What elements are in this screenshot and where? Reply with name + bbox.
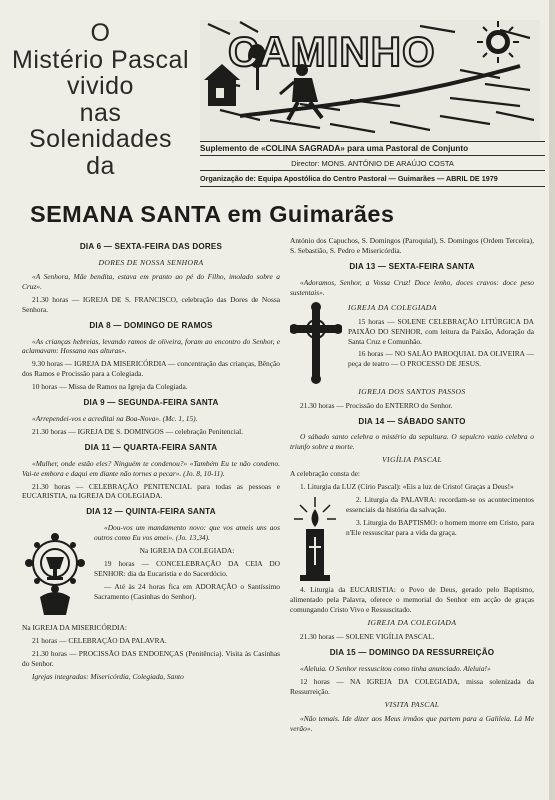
schedule-text: 21.30 horas — Procissão do ENTERRO do Senhor.	[300, 400, 453, 410]
place-label: Na IGREJA DA COLEGIADA:	[139, 546, 235, 556]
supplement-line: Suplemento de «COLINA SAGRADA» para uma Pastoral de Conjunto	[200, 144, 469, 153]
section-heading: DIA 13 — SEXTA-FEIRA SANTA	[349, 261, 475, 271]
schedule-text: Igrejas integradas: Misericórdia, Colegiada, Santo	[32, 671, 184, 681]
masthead	[200, 20, 540, 140]
schedule-text: 15 horas — SOLENE CELEBRAÇÃO LITÚRGICA DA PAIXÃO DO SENHOR, com leitura da Paixão, Adoração da Santa Cruz e Comunhão.	[348, 316, 534, 346]
quote: «As crianças hebreias, levando ramos de oliveira, foram ao encontro do Senhor, e aclamavam: Hossana nas alturas».	[22, 336, 280, 356]
quote: O sábado santo celebra o mistério da sepultura. O sepulcro vazio celebra o triunfo sobre a morte.	[290, 432, 534, 452]
header-title	[8, 20, 193, 179]
friday-block	[290, 301, 534, 385]
schedule-text: 12 horas — NA IGREJA DA COLEGIADA, missa solenizada da Ressurreição.	[290, 676, 534, 696]
chalice-ornament-icon	[22, 523, 88, 623]
schedule-text: 21 horas — CELEBRAÇÃO DA PALAVRA.	[32, 636, 167, 646]
schedule-text: 10 horas — Missa de Ramos na Igreja da Colegiada.	[32, 382, 188, 392]
thursday-block	[22, 523, 280, 623]
left-column	[22, 236, 280, 685]
schedule-text: 21.30 horas — IGREJA DE S. DOMINGOS — celebração Penitencial.	[32, 426, 244, 436]
masthead-name: CAMINHO	[228, 28, 436, 75]
section-heading: DIA 6 — SEXTA-FEIRA DAS DORES	[79, 242, 223, 251]
quote: «A Senhora, Mãe bendita, estava em pranto ao pé do Filho, imolado sobre a Cruz».	[22, 272, 280, 291]
quote: «Arrependei-vos e acreditai na Boa-Nova». (Mc. 1, 15).	[32, 414, 198, 423]
title-line: vivido	[67, 72, 134, 100]
section-heading: DIA 8 — DOMINGO DE RAMOS	[89, 320, 213, 330]
liturgy-item: 1. Liturgia da LUZ (Círio Pascal): «Eis a luz de Cristo! Graças a Deus!»	[300, 482, 514, 492]
page-edge	[549, 0, 555, 800]
schedule-text: 21.30 horas — SOLENE VIGÍLIA PASCAL.	[300, 632, 435, 642]
title-line: Mistério Pascal	[12, 45, 189, 74]
cross-icon	[290, 301, 342, 385]
quote: «Adoramos, Senhor, a Vossa Cruz! Doce lenho, doces cravos: doce peso sustentais».	[290, 277, 534, 297]
section-subheading: VIGÍLIA PASCAL	[382, 455, 442, 465]
schedule-text: 21.30 horas — PROCISSÃO DAS ENDOENÇAS (Penitência). Visita às Casinhas do Senhor.	[22, 649, 280, 668]
section-heading: DIA 11 — QUARTA-FEIRA SANTA	[84, 442, 218, 452]
schedule-text: 9.30 horas — IGREJA DA MISERICÓRDIA — concentração das crianças, Bênção dos Ramos e Procissão para a Colegiada.	[22, 359, 280, 379]
section-subheading: IGREJA DA COLEGIADA	[348, 302, 437, 312]
liturgy-item: 4. Liturgia da EUCARISTIA: o Povo de Deus, gerado pelo Baptismo, alimentado pela Palavra, oferece o memorial do Senhor em acção de graças comungando Cristo Vivo e Ressuscitado.	[290, 585, 534, 615]
quote: «Aleluia. O Senhor ressuscitou como tinha anunciado. Aleluia!»	[300, 664, 491, 674]
continued-text: António dos Capuchos, S. Domingos (Paroquial), S. Domingos (Ordem Terceira), S. Sebastião, S. Pedro e Misericórdia.	[290, 236, 534, 255]
schedule-text: 21.30 horas — CELEBRAÇÃO PENITENCIAL para todas as pessoas e EUCARISTIA, na IGREJA DA COLEGIADA.	[22, 481, 280, 501]
quote: «Dou-vos um mandamento novo: que vos ameis uns aos outros como Eu vos amei». (Jo. 13,34).	[94, 523, 280, 543]
liturgy-item: 2. Liturgia da PALAVRA: recordam-se os acontecimentos essenciais da história da salvação.	[346, 495, 534, 515]
schedule-text: 21.30 horas — IGREJA DE S. FRANCISCO, celebração das Dores de Nossa Senhora.	[22, 294, 280, 314]
schedule-text: 16 horas — NO SALÃO PAROQUIAL DA OLIVEIRA — peça de teatro — O PROCESSO DE JESUS.	[348, 349, 534, 369]
schedule-text: 19 horas — CONCELEBRAÇÃO DA CEIA DO SENHOR: dia da Eucaristia e do Sacerdócio.	[94, 558, 280, 578]
section-subheading: IGREJA DOS SANTOS PASSOS	[358, 386, 466, 396]
saturday-text	[346, 495, 534, 585]
candle-icon	[290, 495, 340, 585]
thursday-text	[94, 523, 280, 623]
page-title: SEMANA SANTA em Guimarães	[30, 201, 395, 227]
section-subheading: DORES DE NOSSA SENHORA	[98, 257, 204, 267]
organization-line: Organização de: Equipa Apostólica do Centro Pastoral — Guimarães — ABRIL DE 1979	[200, 174, 498, 183]
friday-text	[348, 301, 534, 385]
quote: «Mulher, onde estão eles? Ninguém te condenou?» «Também Eu te não condeno. Vai-te embora e daqui em diante não tornes a pecar». (Jo. 8, 10-11).	[22, 458, 280, 478]
schedule-text: — Até às 24 horas fica em ADORAÇÃO o Santíssimo Sacramento (Casinhas do Senhor).	[94, 581, 280, 601]
section-heading: DIA 9 — SEGUNDA-FEIRA SANTA	[83, 398, 219, 408]
right-column	[290, 236, 534, 737]
section-heading: DIA 15 — DOMINGO DA RESSURREIÇÃO	[329, 648, 495, 658]
saturday-block	[290, 495, 534, 585]
director-line: Director: MONS. ANTÓNIO DE ARAÚJO COSTA	[291, 159, 454, 168]
intro-text: A celebração consta de:	[290, 469, 360, 479]
section-subheading: IGREJA DA COLEGIADA	[367, 618, 457, 628]
section-heading: DIA 12 — QUINTA-FEIRA SANTA	[86, 507, 216, 517]
section-heading: DIA 14 — SÁBADO SANTO	[358, 416, 466, 426]
place-label: Na IGREJA DA MISERICÓRDIA:	[22, 623, 127, 633]
title-line: Solenidades	[28, 125, 173, 153]
section-subheading: VISITA PASCAL	[384, 699, 440, 709]
title-line: O	[90, 19, 111, 47]
liturgy-item: 3. Liturgia do BAPTISMO: o homem morre em Cristo, para n'Ele ressuscitar para a vida da graça.	[346, 518, 534, 538]
masthead-info	[200, 141, 545, 187]
quote: «Não temais. Ide dizer aos Meus irmãos que partem para a Galileia. Lá Me verão».	[290, 713, 534, 733]
title-line: da	[86, 151, 115, 180]
title-line: nas	[79, 98, 122, 127]
